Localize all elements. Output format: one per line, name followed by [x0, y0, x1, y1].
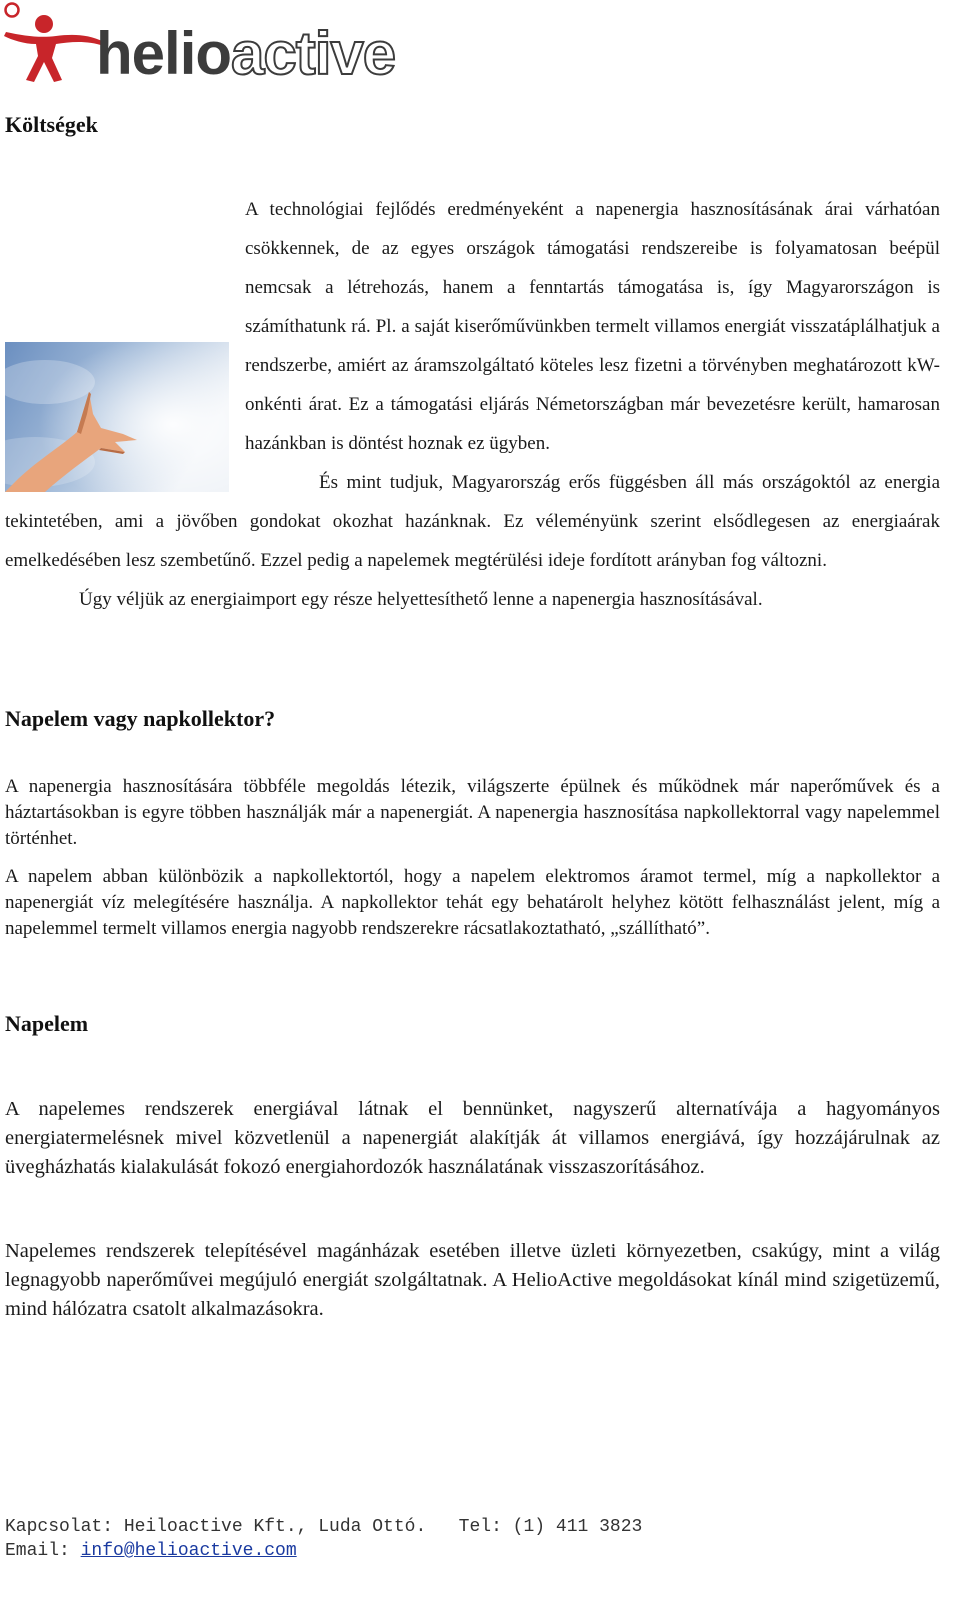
hand-sky-photo — [5, 342, 229, 492]
napelem-paragraph-1: A napelemes rendszerek energiával látnak el bennünket, nagyszerű alternatívája a hagyományos energiatermelésnek mivel közvetlenül a napenergiát alakítják át villamos energiává, így hozzájárulnak az üvegházhatás kialakulását fokozó energiahordozók használatának visszaszorításához. — [5, 1098, 940, 1178]
koltsegek-paragraph-1a: A technológiai fejlődés eredményeként a napenergia hasznosításának árai várhatóan csökkennek, de az egyes országok támogatási rendszereibe is folyamatosan beépül nemcsak a létrehozás, hanem a fenntartás támogatása is, így Magyarországon is számíthatunk rá. Pl. a saját kiserőművünkben termelt villamos energiát visszatáplálhatjuk a rendszerbe, amiért az áramszolgáltató köteles lesz fizetni a törvényben meghatározott kW-onkénti árat. Ez a támogatási eljárás Németországban már bevezetésre került, hamarosan hazánkban is döntést hoznak ez ügyben. — [5, 190, 940, 463]
heading-napelem-vagy-napkollektor: Napelem vagy napkollektor? — [5, 706, 276, 731]
koltsegek-paragraph-2: Úgy véljük az energiaimport egy része helyettesíthető lenne a napenergia hasznosításával. — [79, 589, 763, 610]
logo-word-helio: helio — [96, 20, 232, 87]
hand-reaching-sky-image-icon — [5, 342, 229, 492]
footer-contact-line: Kapcsolat: Heiloactive Kft., Luda Ottó. Tel: (1) 411 3823 — [5, 1517, 643, 1537]
logo-wordmark — [96, 20, 396, 87]
logo-figure-icon — [0, 0, 110, 90]
napelem-vagy-paragraph-2: A napelem abban különbözik a napkollektortól, hogy a napelem elektromos áramot termel, míg a napkollektor a napenergiát víz melegítésére használja. A napkollektor tehát egy behatárolt helyhez kötött felhasználást jelent, míg a napelemmel termelt villamos energia nagyobb rendszerekre rácsatlakoztatható, „szállítható”. — [5, 866, 940, 939]
koltsegek-paragraph-1b: És mint tudjuk, Magyarország erős függésben áll más országoktól az energia tekintetében, ami a jövőben gondokat okozhat hazánknak. Ez véleményünk szerint elsődlegesen az energiaárak emelkedésében lesz szembetűnő. Ezzel pedig a napelemek megtérülési ideje fordított arányban fog változni. — [5, 472, 940, 571]
heading-napelem: Napelem — [5, 1011, 89, 1036]
footer-email-link[interactable]: info@helioactive.com — [80, 1541, 297, 1561]
napelem-vagy-paragraph-1: A napenergia hasznosítására többféle megoldás létezik, világszerte épülnek és működnek már naperőművek és a háztartásokban is egyre többen használják már a napenergiát. A napenergia hasznosítása napkollektorral vagy napelemmel történhet. — [5, 776, 940, 849]
footer-contact — [5, 1515, 642, 1563]
heading-koltsegek: Költségek — [5, 112, 98, 137]
footer-email-label: Email: — [5, 1541, 81, 1561]
koltsegek-text-block — [5, 190, 940, 619]
napelem-paragraph-2: Napelemes rendszerek telepítésével magánházak esetében illetve üzleti környezetben, csakúgy, mint a világ legnagyobb naperőművei megújuló energiát szolgáltatnak. A HelioActive megoldásokat kínál mind szigetüzemű, mind hálózatra csatolt alkalmazásokra. — [5, 1240, 940, 1320]
logo-word-active: active — [231, 20, 396, 87]
helioactive-logo — [0, 0, 440, 90]
